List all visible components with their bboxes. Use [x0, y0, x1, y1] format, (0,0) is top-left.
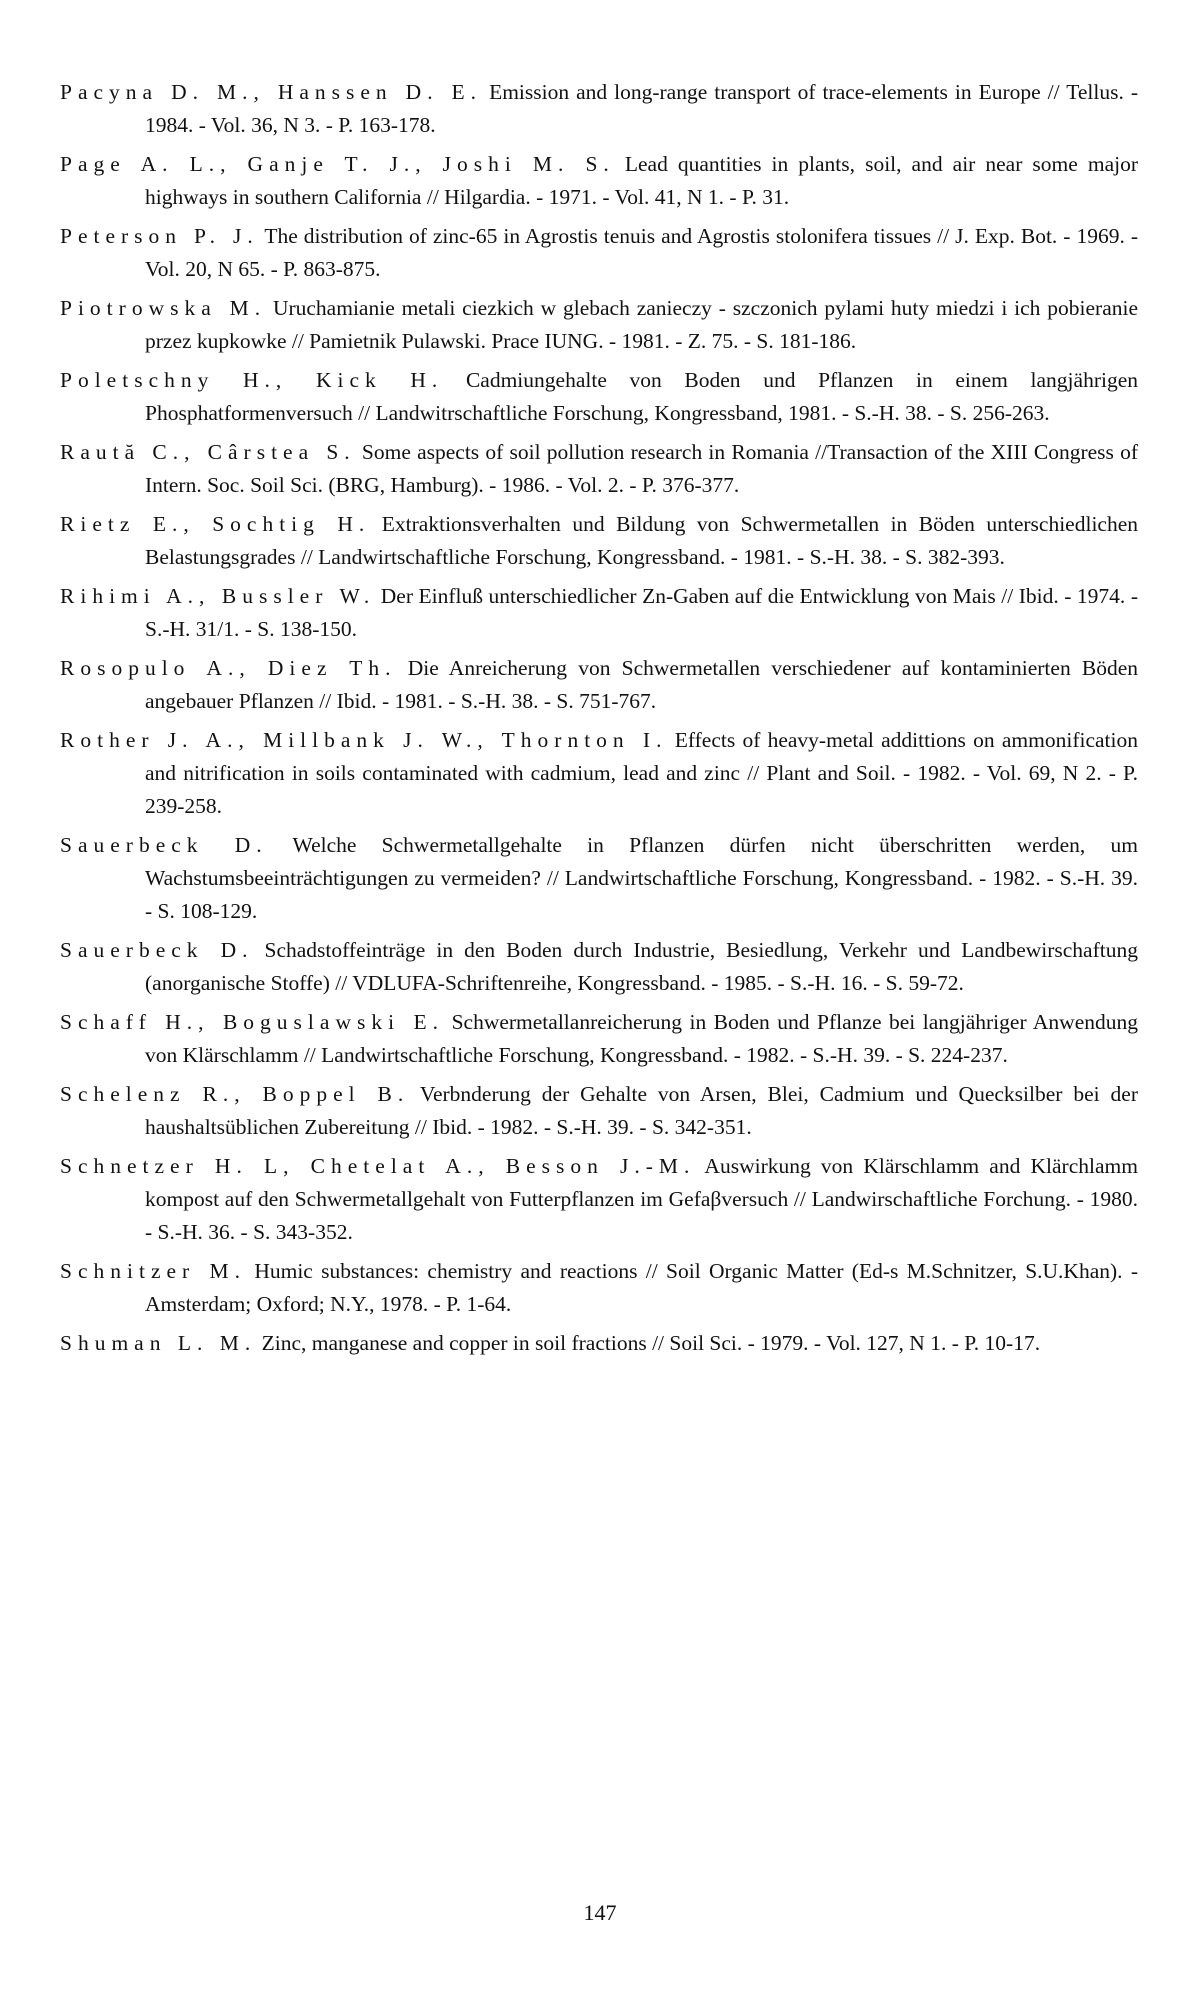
- reference-authors: Sauerbeck D.: [60, 938, 254, 962]
- reference-entry: [60, 292, 1138, 358]
- reference-text: Auswirkung von Klärschlamm and Klärchlamm kompost auf den Schwermetallgehalt von Futterpflanzen im Gefaβversuch // Landwirschaftliche Forchung. - 1980. - S.-H. 36. - S. 343-352.: [145, 1154, 1138, 1244]
- reference-authors: Rietz E., Sochtig H.: [60, 512, 371, 536]
- reference-entry: [60, 508, 1138, 574]
- reference-authors: Poletschny H., Kick H.: [60, 368, 444, 392]
- reference-authors: Sauerbeck D.: [60, 833, 268, 857]
- reference-text: Welche Schwermetallgehalte in Pflanzen dürfen nicht überschritten werden, um Wachstumsbeeinträchtigungen zu vermeiden? // Landwirtschaftliche Forschung, Kongressband. - 1982. - S.-H. 39. - S. 108-129.: [145, 833, 1138, 923]
- reference-text: Extraktionsverhalten und Bildung von Schwermetallen in Böden unterschiedlichen Belastungsgrades // Landwirtschaftliche Forschung, Kongressband. - 1981. - S.-H. 38. - S. 382-393.: [145, 512, 1139, 569]
- reference-entry: [60, 829, 1138, 928]
- reference-text: Zinc, manganese and copper in soil fractions // Soil Sci. - 1979. - Vol. 127, N 1. - P. 10-17.: [261, 1331, 1041, 1355]
- reference-text: Humic substances: chemistry and reactions // Soil Organic Matter (Ed-s M.Schnitzer, S.U.Khan). - Amsterdam; Oxford; N.Y., 1978. - P. 1-64.: [145, 1259, 1139, 1316]
- reference-entry: [60, 1006, 1138, 1072]
- reference-text: Schwermetallanreicherung in Boden und Pflanze bei langjähriger Anwendung von Klärschlamm // Landwirtschaftliche Forschung, Kongressband. - 1982. - S.-H. 39. - S. 224-237.: [145, 1010, 1139, 1067]
- reference-text: Verbnderung der Gehalte von Arsen, Blei, Cadmium und Quecksilber bei der haushaltsüblichen Zubereitung // Ibid. - 1982. - S.-H. 39. - S. 342-351.: [145, 1082, 1138, 1139]
- reference-entry: [60, 652, 1138, 718]
- reference-entry: [60, 934, 1138, 1000]
- reference-entry: [60, 364, 1138, 430]
- reference-authors: Raută C., Cârstea S.: [60, 440, 356, 464]
- reference-authors: Schelenz R., Boppel B.: [60, 1082, 410, 1106]
- reference-text: Cadmiungehalte von Boden und Pflanzen in einem langjährigen Phosphatformenversuch // Landwitrschaftliche Forschung, Kongressband, 1981. - S.-H. 38. - S. 256-263.: [145, 368, 1138, 425]
- reference-entry: [60, 580, 1138, 646]
- reference-entry: [60, 76, 1138, 142]
- reference-entry: [60, 1078, 1138, 1144]
- reference-authors: Schaff H., Boguslawski E.: [60, 1010, 445, 1034]
- reference-authors: Page A. L., Ganje T. J., Joshi M. S.: [60, 152, 615, 176]
- reference-text: Effects of heavy-metal addittions on ammonification and nitrification in soils contaminated with cadmium, lead and zinc // Plant and Soil. - 1982. - Vol. 69, N 2. - P. 239-258.: [145, 728, 1139, 818]
- reference-text: Lead quantities in plants, soil, and air near some major highways in southern California // Hilgardia. - 1971. - Vol. 41, N 1. - P. 31.: [145, 152, 1139, 209]
- reference-text: Uruchamianie metali ciezkich w glebach zanieczy - szczonich pylami huty miedzi i ich pobieranie przez kupkowke // Pamietnik Pulawski. Prace IUNG. - 1981. - Z. 75. - S. 181-186.: [145, 296, 1139, 353]
- reference-entry: [60, 220, 1138, 286]
- reference-authors: Rosopulo A., Diez Th.: [60, 656, 397, 680]
- reference-authors: Schnitzer M.: [60, 1259, 246, 1283]
- reference-text: Some aspects of soil pollution research in Romania //Transaction of the XIII Congress of Intern. Soc. Soil Sci. (BRG, Hamburg). - 1986. - Vol. 2. - P. 376-377.: [145, 440, 1139, 497]
- reference-text: Schadstoffeinträge in den Boden durch Industrie, Besiedlung, Verkehr und Landbewirschaftung (anorganische Stoffe) // VDLUFA-Schriftenreihe, Kongressband. - 1985. - S.-H. 16. - S. 59-72.: [145, 938, 1138, 995]
- reference-text: Die Anreicherung von Schwermetallen verschiedener auf kontaminierten Böden angebauer Pflanzen // Ibid. - 1981. - S.-H. 38. - S. 751-767.: [145, 656, 1139, 713]
- reference-text: Der Einfluß unterschiedlicher Zn-Gaben auf die Entwicklung von Mais // Ibid. - 1974. - S.-H. 31/1. - S. 138-150.: [145, 584, 1138, 641]
- reference-entry: [60, 724, 1138, 823]
- reference-authors: Shuman L. M.: [60, 1331, 257, 1355]
- reference-authors: Pacyna D. M., Hanssen D. E.: [60, 80, 483, 104]
- reference-entry: [60, 436, 1138, 502]
- reference-authors: Piotrowska M.: [60, 296, 267, 320]
- reference-text: The distribution of zinc-65 in Agrostis tenuis and Agrostis stolonifera tissues // J. Exp. Bot. - 1969. - Vol. 20, N 65. - P. 863-875.: [145, 224, 1138, 281]
- reference-authors: Schnetzer H. L, Chetelat A., Besson J.-M.: [60, 1154, 696, 1178]
- reference-text: Emission and long-range transport of trace-elements in Europe // Tellus. - 1984. - Vol. 36, N 3. - P. 163-178.: [145, 80, 1138, 137]
- reference-entry: [60, 1327, 1138, 1360]
- reference-entry: [60, 1150, 1138, 1249]
- page-number: 147: [583, 1900, 617, 1925]
- reference-authors: Rother J. A., Millbank J. W., Thornton I.: [60, 728, 668, 752]
- reference-authors: Peterson P. J.: [60, 224, 259, 248]
- reference-entry: [60, 1255, 1138, 1321]
- reference-entry: [60, 148, 1138, 214]
- reference-authors: Rihimi A., Bussler W.: [60, 584, 376, 608]
- reference-list: [60, 76, 1138, 1366]
